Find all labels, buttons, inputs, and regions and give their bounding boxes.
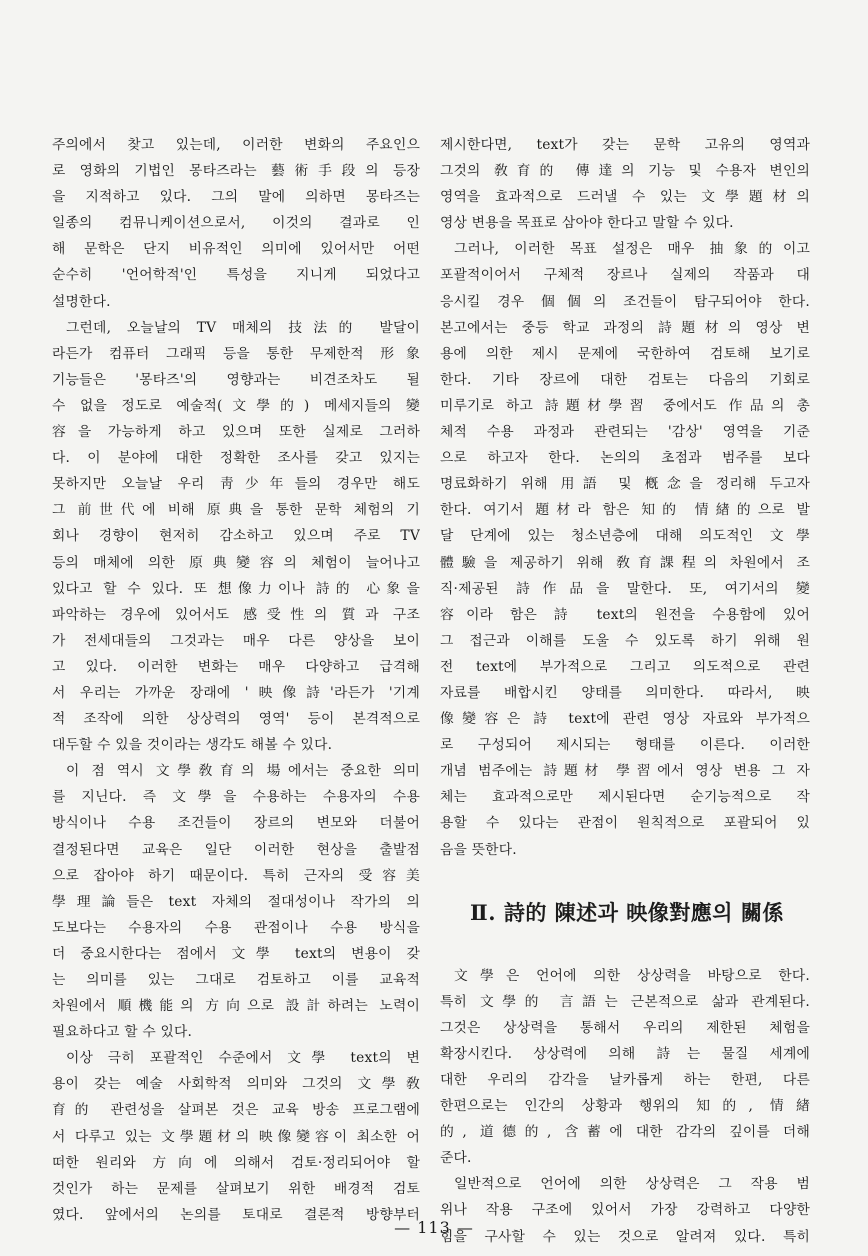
text-line: 일종의 컴뮤니케이션으로서, 이것의 결과로 인 bbox=[52, 215, 420, 232]
text-line: 대한 우리의 감각을 날카롭게 하는 한편, 다른 bbox=[440, 1072, 810, 1088]
text-line: 로 영화의 기법인 몽타즈라는 藝術手段의 등장 bbox=[52, 163, 420, 180]
text-line: 는 의미를 있는 그대로 검토하고 이를 교육적 bbox=[52, 972, 420, 988]
text-line: 떠한 원리와 方向에 의해서 검토·정리되어야 할 bbox=[52, 1154, 420, 1171]
left-column bbox=[52, 132, 420, 1228]
text-line: 순수히 '언어학적'인 특성을 지니게 되었다고 bbox=[52, 267, 420, 284]
text-line: 文學은 언어에 의한 상상력을 바탕으로 한다. bbox=[454, 967, 810, 984]
text-line: 있다고 할 수 있다. 또 想像力이나 詩的 心象을 bbox=[52, 580, 420, 597]
text-line: 기능들은 '몽타즈'의 영향과는 비견조차도 될 bbox=[52, 371, 420, 388]
text-line: 등의 매체에 의한 原典變容의 체험이 늘어나고 bbox=[52, 554, 420, 571]
text-line: 준다. bbox=[440, 1150, 472, 1167]
section-gap-below bbox=[440, 941, 810, 963]
text-line: 필요하다고 할 수 있다. bbox=[52, 1024, 193, 1041]
text-line: 으로 잡아야 하기 때문이다. 특히 근자의 受容美 bbox=[52, 867, 420, 884]
text-line: 을 지적하고 있다. 그의 말에 의하면 몽타즈는 bbox=[52, 189, 420, 206]
text-line: 영상 변용을 목표로 삼아야 한다고 말할 수 있다. bbox=[440, 215, 734, 232]
text-line: 방식이나 수용 조건들이 장르의 변모와 더불어 bbox=[52, 815, 420, 832]
text-line: 그 접근과 이해를 도울 수 있도록 하기 위해 원 bbox=[440, 632, 810, 649]
text-line: 제시한다면, text가 갖는 문학 고유의 영역과 bbox=[440, 137, 810, 153]
text-line: 체적 수용 과정과 관련되는 '감상' 영역을 기준 bbox=[440, 424, 810, 441]
text-line: 파악하는 경우에 있어서도 感受性의 質과 구조 bbox=[52, 606, 420, 623]
text-line: 차원에서 順機能의 方向으로 設計하려는 노력이 bbox=[52, 998, 420, 1015]
text-line: 그것은 상상력을 통해서 우리의 제한된 체험을 bbox=[440, 1019, 810, 1036]
page-number: — 113 — bbox=[394, 1218, 474, 1237]
text-line: 그 前世代에 비해 原典을 통한 문학 체험의 기 bbox=[52, 502, 420, 519]
right-column-top-text bbox=[440, 132, 810, 863]
text-line: 위나 작용 구조에 있어서 가장 강력하고 다양한 bbox=[440, 1202, 810, 1219]
text-line: 전 text에 부가적으로 그리고 의도적으로 관련 bbox=[440, 658, 810, 675]
text-line: 한편으로는 인간의 상황과 행위의 知的, 情緖 bbox=[440, 1098, 810, 1115]
text-line: 음을 뜻한다. bbox=[440, 841, 517, 858]
text-line: 달 단계에 있는 청소년층에 대해 의도적인 文學 bbox=[440, 528, 810, 545]
text-line: 본고에서는 중등 학교 과정의 詩題材의 영상 변 bbox=[440, 319, 810, 336]
text-line: 育的 관련성을 살펴본 것은 교육 방송 프로그램에 bbox=[52, 1102, 420, 1119]
text-line: 응시킬 경우 個個의 조건들이 탐구되어야 한다. bbox=[440, 293, 810, 310]
text-line: 수 없을 정도로 예술적(文學的) 메세지들의 變 bbox=[52, 397, 420, 414]
text-line: 라든가 컴퓨터 그래픽 등을 통한 무제한적 形象 bbox=[52, 345, 420, 362]
text-line: 설명한다. bbox=[52, 293, 111, 310]
text-line: 서 우리는 가까운 장래에 '映像詩'라든가 '기계 bbox=[52, 684, 420, 701]
text-line: 像變容은 詩 text에 관련 영상 자료와 부가적으 bbox=[440, 711, 810, 728]
text-line: 한다. 여기서 題材라 함은 知的 情緖的으로 발 bbox=[440, 502, 810, 519]
text-line: 다. 이 분야에 대한 정확한 조사를 갖고 있지는 bbox=[52, 450, 420, 467]
text-line: 體驗을 제공하기 위해 敎育課程의 차원에서 조 bbox=[440, 554, 810, 571]
text-line: 영역을 효과적으로 드러낼 수 있는 文學題材의 bbox=[440, 189, 810, 206]
text-line: 고 있다. 이러한 변화는 매우 다양하고 급격해 bbox=[52, 658, 420, 675]
text-line: 확장시킨다. 상상력에 의해 詩는 물질 세계에 bbox=[440, 1045, 810, 1062]
text-line: 로 구성되어 제시되는 형태를 이른다. 이러한 bbox=[440, 737, 810, 754]
text-line: 특히 文學的 言語는 근본적으로 삶과 관계된다. bbox=[440, 993, 810, 1010]
section-heading: Ⅱ. 詩的 陳述과 映像對應의 關係 bbox=[470, 899, 784, 925]
text-line: 그러나, 이러한 목표 설정은 매우 抽象的이고 bbox=[454, 241, 810, 258]
text-line: 였다. 앞에서의 논의를 토대로 결론적 방향부터 bbox=[52, 1206, 420, 1223]
text-line: 주의에서 찾고 있는데, 이러한 변화의 주요인으 bbox=[52, 137, 420, 153]
text-line: 용이 갖는 예술 사회학적 의미와 그것의 文學敎 bbox=[52, 1076, 420, 1093]
text-line: 대두할 수 있을 것이라는 생각도 해볼 수 있다. bbox=[52, 737, 333, 754]
text-line: 서 다루고 있는 文學題材의 映像變容이 최소한 어 bbox=[52, 1128, 420, 1145]
text-line: 的, 道德的, 含蓄에 대한 감각의 깊이를 더해 bbox=[440, 1124, 810, 1141]
text-line: 체는 효과적으로만 제시된다면 순기능적으로 작 bbox=[440, 789, 810, 806]
text-line: 힘을 구사할 수 있는 것으로 알려져 있다. 특히 bbox=[440, 1228, 810, 1245]
text-line: 한다. 기타 장르에 대한 검토는 다음의 기회로 bbox=[440, 371, 810, 388]
text-line: 것인가 하는 문제를 살펴보기 위한 배경적 검토 bbox=[52, 1180, 420, 1197]
right-column-bottom-text bbox=[440, 963, 810, 1250]
text-line: 으로 하고자 한다. 논의의 초점과 범주를 보다 bbox=[440, 450, 810, 467]
text-line: 이상 극히 포괄적인 수준에서 文學 text의 변 bbox=[66, 1050, 420, 1067]
text-line: 용에 의한 제시 문제에 국한하여 검토해 보기로 bbox=[440, 345, 810, 362]
text-line: 자료를 배합시킨 양태를 의미한다. 따라서, 映 bbox=[440, 684, 810, 701]
text-line: 개념 범주에는 詩題材 學習에서 영상 변용 그 자 bbox=[440, 763, 810, 780]
text-line: 그것의 敎育的 傳達의 기능 및 수용자 변인의 bbox=[440, 163, 810, 180]
text-line: 를 지닌다. 즉 文學을 수용하는 수용자의 수용 bbox=[52, 789, 420, 806]
right-column bbox=[440, 132, 810, 1250]
text-line: 容을 가능하게 하고 있으며 또한 실제로 그러하 bbox=[52, 424, 420, 441]
text-line: 그런데, 오늘날의 TV 매체의 技法的 발달이 bbox=[66, 319, 420, 336]
text-line: 직·제공된 詩作品을 말한다. 또, 여기서의 變 bbox=[440, 580, 810, 597]
text-line: 미루기로 하고 詩題材學習 중에서도 作品의 총 bbox=[440, 397, 810, 414]
text-line: 容이라 함은 詩 text의 원전을 수용함에 있어 bbox=[440, 606, 810, 623]
text-line: 學理論들은 text 자체의 절대성이나 작가의 의 bbox=[52, 893, 420, 910]
text-line: 이 점 역시 文學敎育의 場에서는 중요한 의미 bbox=[66, 763, 420, 780]
text-line: 용할 수 있다는 관점이 원칙적으로 포괄되어 있 bbox=[440, 815, 810, 832]
text-line: 회나 경향이 현저히 감소하고 있으며 주로 TV bbox=[52, 528, 420, 545]
text-line: 가 전세대들의 그것과는 매우 다른 양상을 보이 bbox=[52, 632, 420, 649]
text-line: 명료화하기 위해 用語 및 槪念을 정리해 두고자 bbox=[440, 476, 810, 493]
text-line: 포괄적이어서 구체적 장르나 실제의 작품과 대 bbox=[440, 267, 810, 284]
text-line: 더 중요시한다는 점에서 文學 text의 변용이 갖 bbox=[52, 945, 420, 962]
text-line: 못하지만 오늘날 우리 靑少年들의 경우만 해도 bbox=[52, 476, 420, 493]
section-gap-above bbox=[440, 863, 810, 885]
text-line: 결정된다면 교육은 일단 이러한 현상을 출발점 bbox=[52, 841, 420, 858]
text-line: 도보다는 수용자의 수용 관점이나 수용 방식을 bbox=[52, 919, 420, 936]
text-line: 일반적으로 언어에 의한 상상력은 그 작용 범 bbox=[454, 1176, 810, 1193]
text-line: 적 조작에 의한 상상력의 영역' 등이 본격적으로 bbox=[52, 711, 420, 728]
text-line: 해 문학은 단지 비유적인 의미에 있어서만 어떤 bbox=[52, 241, 420, 258]
